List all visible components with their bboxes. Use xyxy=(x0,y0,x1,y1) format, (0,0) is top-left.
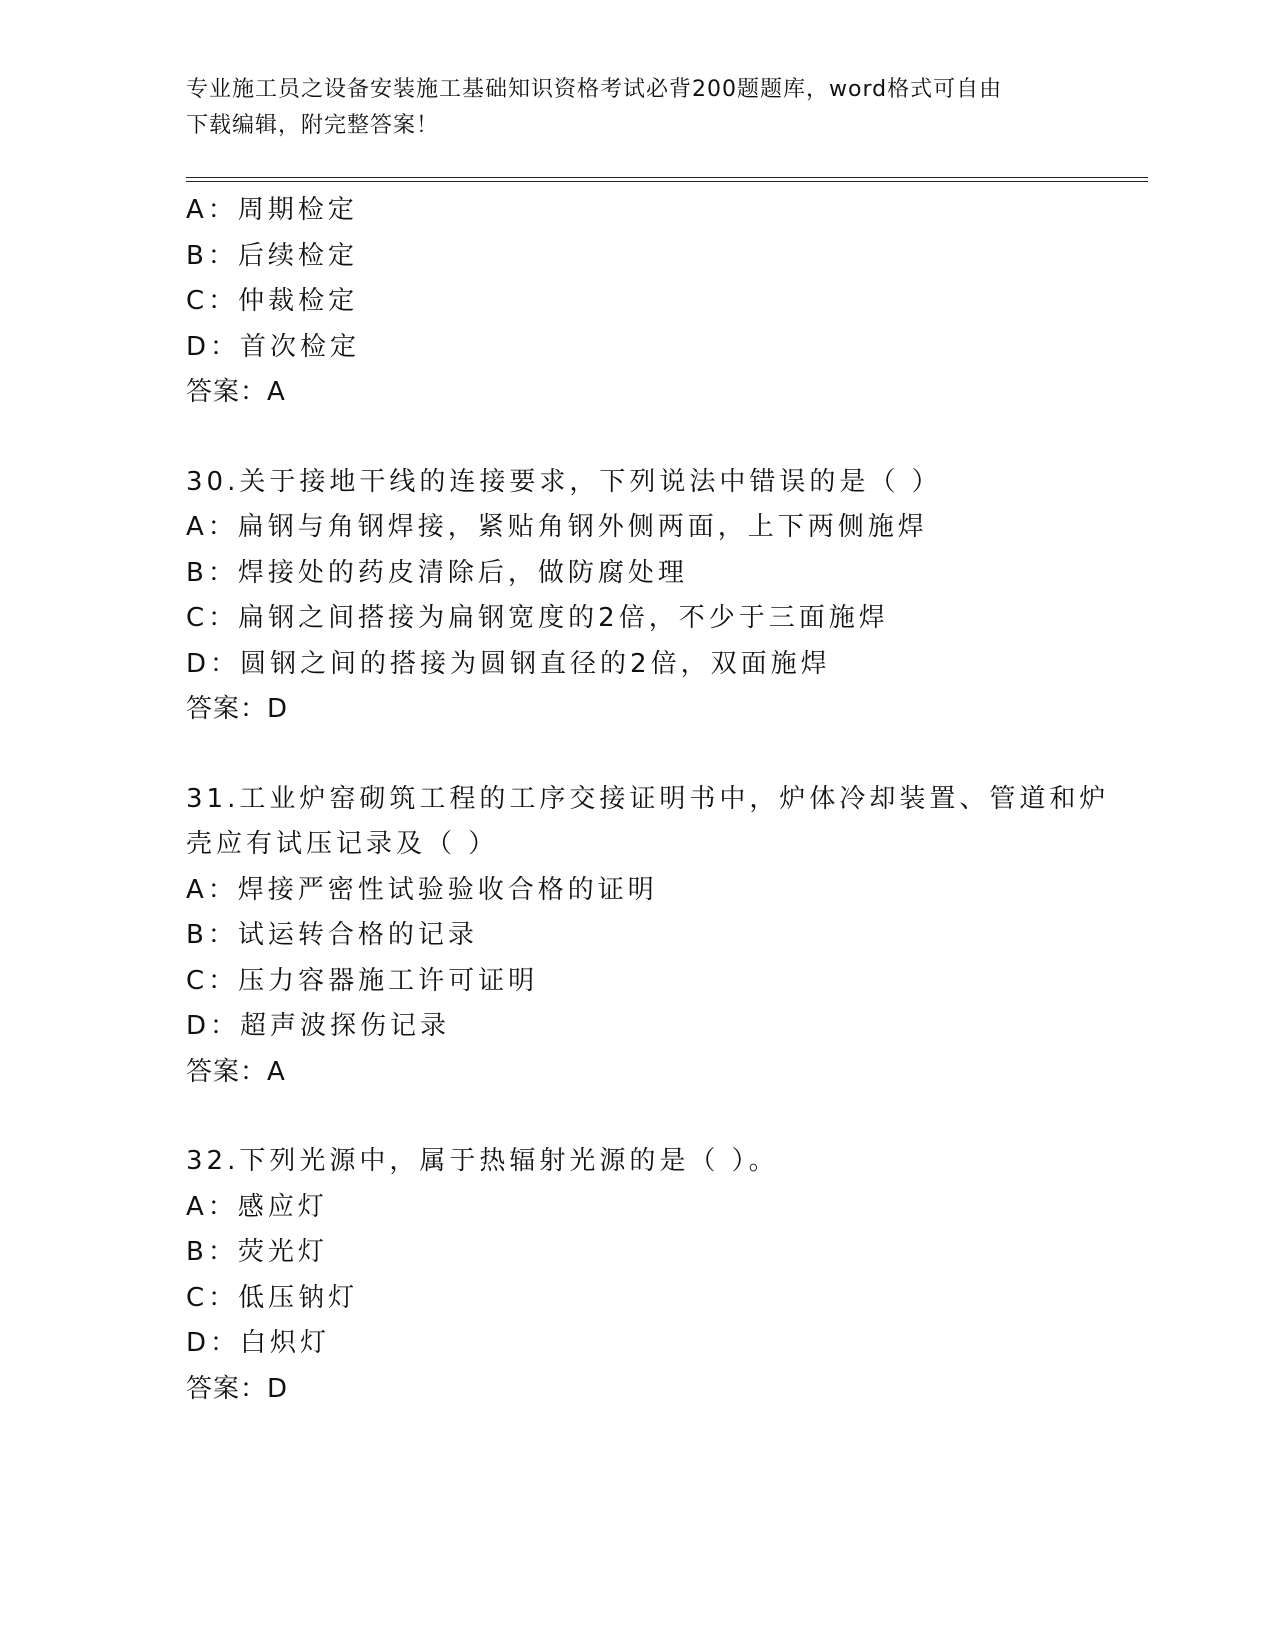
option-a: A：感应灯 xyxy=(186,1191,328,1222)
question-text: 30.关于接地干线的连接要求，下列说法中错误的是（ ） xyxy=(186,466,942,497)
question-block-29-partial xyxy=(186,188,1146,416)
option-c: C：压力容器施工许可证明 xyxy=(186,965,539,996)
header-divider-bottom xyxy=(186,181,1148,182)
option-d: D：首次检定 xyxy=(186,331,361,362)
header-line-1: 专业施工员之设备安装施工基础知识资格考试必背200题题库，word格式可自由 xyxy=(186,77,1003,102)
spacer xyxy=(186,733,1146,777)
option-c: C：仲裁检定 xyxy=(186,286,359,316)
answer-line: 答案：D xyxy=(186,694,289,724)
question-block-32 xyxy=(186,1139,1146,1412)
spacer xyxy=(186,416,1146,460)
option-b: B：后续检定 xyxy=(186,240,358,271)
question-block-31 xyxy=(186,777,1146,1096)
option-d: D：圆钢之间的搭接为圆钢直径的2倍，双面施焊 xyxy=(186,648,831,679)
question-block-30 xyxy=(186,460,1146,733)
document-body xyxy=(186,188,1146,1412)
header-divider-top xyxy=(186,177,1148,178)
option-a: A：扁钢与角钢焊接，紧贴角钢外侧两面，上下两侧施焊 xyxy=(186,512,928,542)
question-text: 32.下列光源中，属于热辐射光源的是（ ）。 xyxy=(186,1146,779,1176)
option-b: B：荧光灯 xyxy=(186,1237,328,1267)
answer-line: 答案：D xyxy=(186,1373,289,1404)
option-d: D：超声波探伤记录 xyxy=(186,1011,451,1041)
question-text-line-1: 31.工业炉窑砌筑工程的工序交接证明书中，炉体冷却装置、管道和炉 xyxy=(186,783,1110,814)
option-a: A：焊接严密性试验验收合格的证明 xyxy=(186,874,658,905)
answer-line: 答案：A xyxy=(186,1056,286,1087)
option-b: B：试运转合格的记录 xyxy=(186,920,478,950)
document-header xyxy=(186,72,1066,144)
answer-line: 答案：A xyxy=(186,377,286,407)
question-text-line-2: 壳应有试压记录及（ ） xyxy=(186,829,499,859)
spacer xyxy=(186,1095,1146,1139)
header-line-2: 下载编辑，附完整答案！ xyxy=(186,113,440,138)
option-c: C：低压钠灯 xyxy=(186,1282,359,1313)
option-a: A：周期检定 xyxy=(186,195,358,225)
option-b: B：焊接处的药皮清除后，做防腐处理 xyxy=(186,557,688,588)
option-d: D：白炽灯 xyxy=(186,1328,331,1358)
option-c: C：扁钢之间搭接为扁钢宽度的2倍，不少于三面施焊 xyxy=(186,603,889,633)
